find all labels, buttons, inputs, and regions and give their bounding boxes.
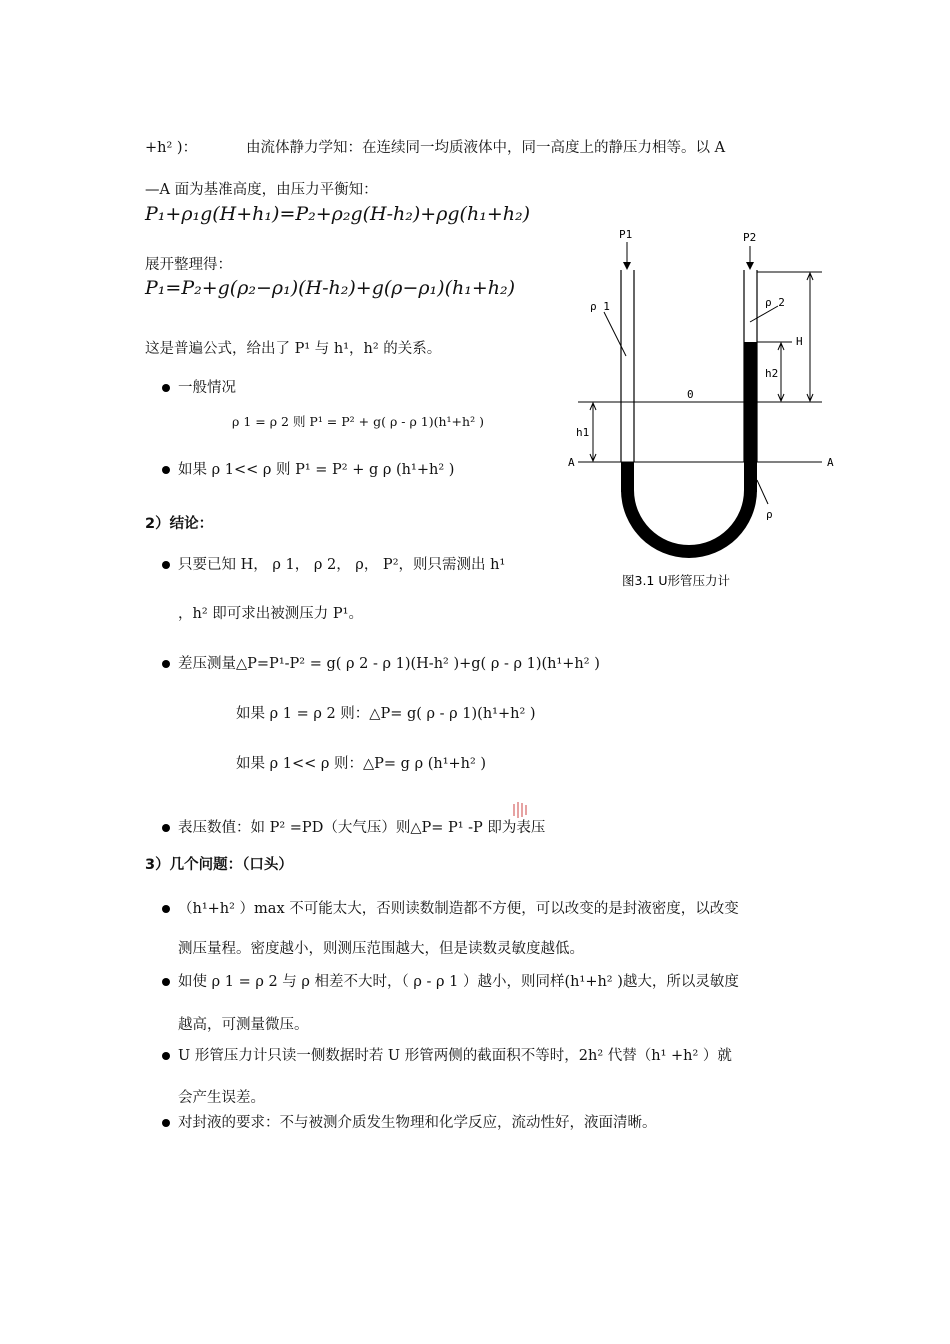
expand-label: 展开整理得： — [145, 257, 232, 273]
figure-caption: 图3.1 U形管压力计 — [622, 573, 731, 588]
label-zero: 0 — [687, 388, 694, 401]
conclusion-item2-sub1: 如果 ρ 1 = ρ 2 则：△P= g( ρ - ρ 1)(h¹+h² ) — [236, 706, 536, 722]
para1-text: 由流体静力学知：在连续同一均质液体中，同一高度上的静压力相等。以 A — [246, 140, 726, 156]
section2-title: 2）结论： — [145, 516, 214, 532]
para1-line2: —A 面为基准高度，由压力平衡知： — [145, 182, 378, 198]
issue-item1-line2: 测压量程。密度越小，则测压范围越大，但是读数灵敏度越低。 — [178, 941, 584, 957]
rho-leader — [757, 480, 768, 504]
bullet — [162, 905, 170, 913]
bullet — [162, 384, 170, 392]
bullet — [162, 1119, 170, 1127]
rho1-leader — [604, 312, 626, 356]
bullet — [162, 466, 170, 474]
label-a-left: A — [568, 456, 575, 469]
bullet — [162, 660, 170, 668]
issue-item3-line1: U 形管压力计只读一侧数据时若 U 形管两侧的截面积不等时，2h² 代替（h¹ +h² ）就 — [178, 1048, 732, 1064]
issue-item4: 对封液的要求：不与被测介质发生物理和化学反应，流动性好，液面清晰。 — [178, 1115, 657, 1131]
label-rho2: ρ 2 — [765, 296, 785, 309]
label-rho: ρ — [766, 508, 773, 521]
left-liquid — [621, 462, 634, 492]
bullet — [162, 824, 170, 832]
issue-item3-line2: 会产生误差。 — [178, 1090, 265, 1106]
label-h1: h1 — [576, 426, 590, 439]
bullet — [162, 561, 170, 569]
u-tube-manometer-diagram — [560, 222, 850, 592]
case-if: 如果 ρ 1<< ρ 则 P¹ = P² + g ρ (h¹+h² ) — [178, 462, 455, 478]
conclusion-item2-sub2: 如果 ρ 1<< ρ 则：△P= g ρ (h¹+h² ) — [236, 756, 487, 772]
general-note: 这是普遍公式，给出了 P¹ 与 h¹，h² 的关系。 — [145, 341, 442, 357]
label-h2: h2 — [765, 367, 779, 380]
equation-1: P₁+ρ₁g(H+h₁)=P₂+ρ₂g(H-h₂)+ρg(h₁+h₂) — [145, 203, 531, 225]
stamp-mark-icon — [510, 800, 530, 820]
issue-item2-line2: 越高，可测量微压。 — [178, 1017, 309, 1033]
conclusion-item1-line1: 只要已知 H， ρ 1， ρ 2， ρ， P²，则只需测出 h¹ — [178, 557, 506, 573]
equation-2: P₁=P₂+g(ρ₂−ρ₁)(H-h₂)+g(ρ−ρ₁)(h₁+h₂) — [145, 277, 516, 299]
label-rho1: ρ 1 — [590, 300, 610, 313]
case-general-title: 一般情况 — [178, 380, 236, 396]
para1-prefix: +h² )： — [145, 140, 198, 156]
conclusion-item2: 差压测量△P=P¹-P² = g( ρ 2 - ρ 1)(H-h² )+g( ρ - ρ 1)(h¹+h² ) — [178, 656, 600, 672]
conclusion-item1-line2: ，h² 即可求出被测压力 P¹。 — [178, 606, 363, 622]
bullet — [162, 1052, 170, 1060]
issue-item1-line1: （h¹+h² ）max 不可能太大，否则读数制造都不方便，可以改变的是封液密度，以改变 — [178, 901, 739, 917]
label-p1: P1 — [619, 228, 633, 241]
p2-arrowhead-icon — [746, 262, 754, 270]
right-liquid-column — [744, 342, 757, 492]
p1-arrowhead-icon — [623, 262, 631, 270]
issue-item2-line1: 如使 ρ 1 = ρ 2 与 ρ 相差不大时，（ ρ - ρ 1 ）越小，则同样(h¹+h² )越大，所以灵敏度 — [178, 974, 739, 990]
bullet — [162, 978, 170, 986]
section3-title: 3）几个问题：（口头） — [145, 857, 293, 873]
label-H: H — [796, 335, 803, 348]
u-bend-liquid — [621, 490, 757, 558]
label-p2: P2 — [743, 231, 757, 244]
label-a-right: A — [827, 456, 834, 469]
conclusion-item3: 表压数值：如 P² =PD（大气压）则△P= P¹ -P 即为表压 — [178, 820, 546, 836]
case-general-formula: ρ 1 = ρ 2 则 P¹ = P² + g( ρ - ρ 1)(h¹+h² ) — [232, 414, 484, 429]
